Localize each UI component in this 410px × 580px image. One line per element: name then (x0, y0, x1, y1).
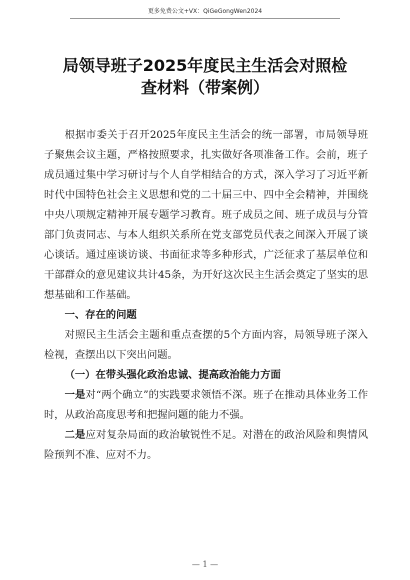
section-heading-problems: 一、存在的问题 (64, 309, 137, 321)
title-line-1: 局领导班子2025年度民主生活会对照检 (62, 56, 348, 75)
page-number: — 1 — (191, 560, 219, 569)
point-1-text: 对“两个确立”的实践要求领悟不深。班子在推动具体业务工作时，从政治高度思考和把握问题的能力不强。 (44, 389, 369, 421)
header-divider (70, 18, 340, 19)
document-body (44, 125, 368, 465)
subsection-heading-political-loyalty: （一）在带头强化政治忠诚、提高政治能力方面 (64, 369, 281, 381)
point-1-paragraph (44, 385, 368, 425)
page-header-note: 更多免费公文+VX：QiGeGongWen2024 (147, 8, 263, 15)
document-title (40, 55, 370, 99)
point-2-lead: 二是 (64, 429, 86, 441)
title-line-2: 查材料（带案例） (140, 78, 269, 97)
intro-paragraph: 根据市委关于召开2025年度民主生活会的统一部署，市局领导班子聚焦会议主题，严格按照要求，扎实做好各项准备工作。会前，班子成员通过集中学习研讨与个人自学相结合的方式，深入学习了习近平新时代中国特色社会主义思想和党的二十届三中、四中全会精神，并围绕中央八项规定精神开展专题学习教育。班子成员之间、班子成员与分管部门负责同志、与本人组织关系所在党支部党员代表之间深入开展了谈心谈话。通过座谈访谈、书面征求等多种形式，广泛征求了基层单位和干部群众的意见建议共计45条，为开好这次民主生活会奠定了坚实的思想基础和工作基础。 (44, 129, 368, 301)
point-1-lead: 一是 (64, 389, 86, 401)
section-intro-paragraph: 对照民主生活会主题和重点查摆的5个方面内容，局领导班子深入检视，查摆出以下突出问题。 (44, 329, 368, 361)
point-2-paragraph (44, 425, 368, 465)
point-2-text: 应对复杂局面的政治敏锐性不足。对潜在的政治风险和舆情风险预判不准、应对不力。 (44, 429, 368, 461)
